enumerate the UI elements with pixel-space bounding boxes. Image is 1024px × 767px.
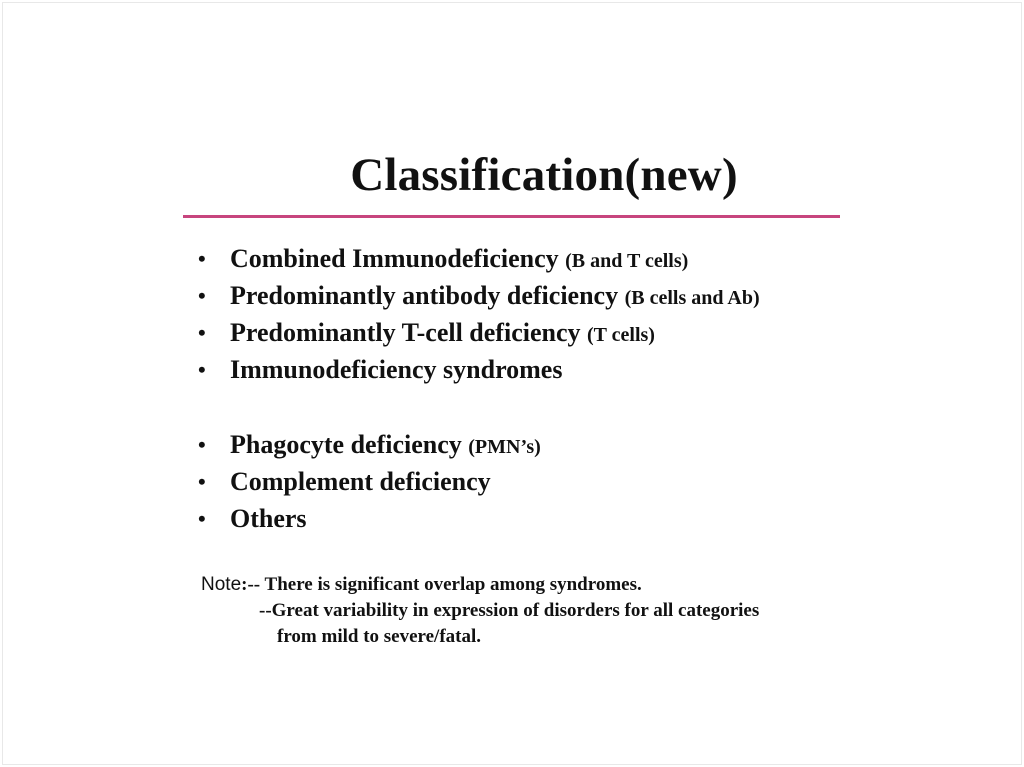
bullet-list bbox=[196, 240, 760, 537]
slide-title: Classification(new) bbox=[350, 149, 738, 201]
note-line-1 bbox=[201, 572, 759, 598]
note-text-2: --Great variability in expression of disorders for all categories bbox=[259, 600, 760, 621]
bullet-main-text: Predominantly antibody deficiency bbox=[230, 281, 619, 310]
note-block bbox=[201, 572, 759, 650]
bullet-main-text: Complement deficiency bbox=[230, 467, 491, 496]
note-label: Note bbox=[201, 574, 242, 595]
bullet-sub-text: (B cells and Ab) bbox=[624, 287, 760, 309]
bullet-dot-icon: • bbox=[198, 469, 206, 494]
list-item bbox=[196, 314, 760, 351]
bullet-sub-text: (T cells) bbox=[587, 324, 655, 346]
bullet-sub-text: (PMN’s) bbox=[468, 436, 541, 458]
bullet-dot-icon: • bbox=[198, 432, 206, 457]
bullet-dot-icon: • bbox=[198, 357, 206, 382]
title-underline bbox=[183, 215, 840, 218]
bullet-main-text: Others bbox=[230, 504, 307, 533]
list-item bbox=[196, 500, 760, 537]
bullet-main-text: Phagocyte deficiency bbox=[230, 430, 462, 459]
list-item bbox=[196, 426, 760, 463]
bullet-main-text: Combined Immunodeficiency bbox=[230, 244, 559, 273]
bullet-main-text: Predominantly T-cell deficiency bbox=[230, 318, 581, 347]
bullet-dot-icon: • bbox=[198, 283, 206, 308]
bullet-main-text: Immunodeficiency syndromes bbox=[230, 355, 563, 384]
bullet-dot-icon: • bbox=[198, 246, 206, 271]
note-text-3: from mild to severe/fatal. bbox=[277, 626, 482, 647]
bullet-dot-icon: • bbox=[198, 506, 206, 531]
list-item bbox=[196, 240, 760, 277]
bullet-sub-text: (B and T cells) bbox=[565, 250, 689, 272]
bullet-dot-icon: • bbox=[198, 320, 206, 345]
note-text-1: :-- There is significant overlap among syndromes. bbox=[241, 574, 642, 595]
list-item bbox=[196, 463, 760, 500]
list-item bbox=[196, 277, 760, 314]
list-item bbox=[196, 351, 760, 388]
